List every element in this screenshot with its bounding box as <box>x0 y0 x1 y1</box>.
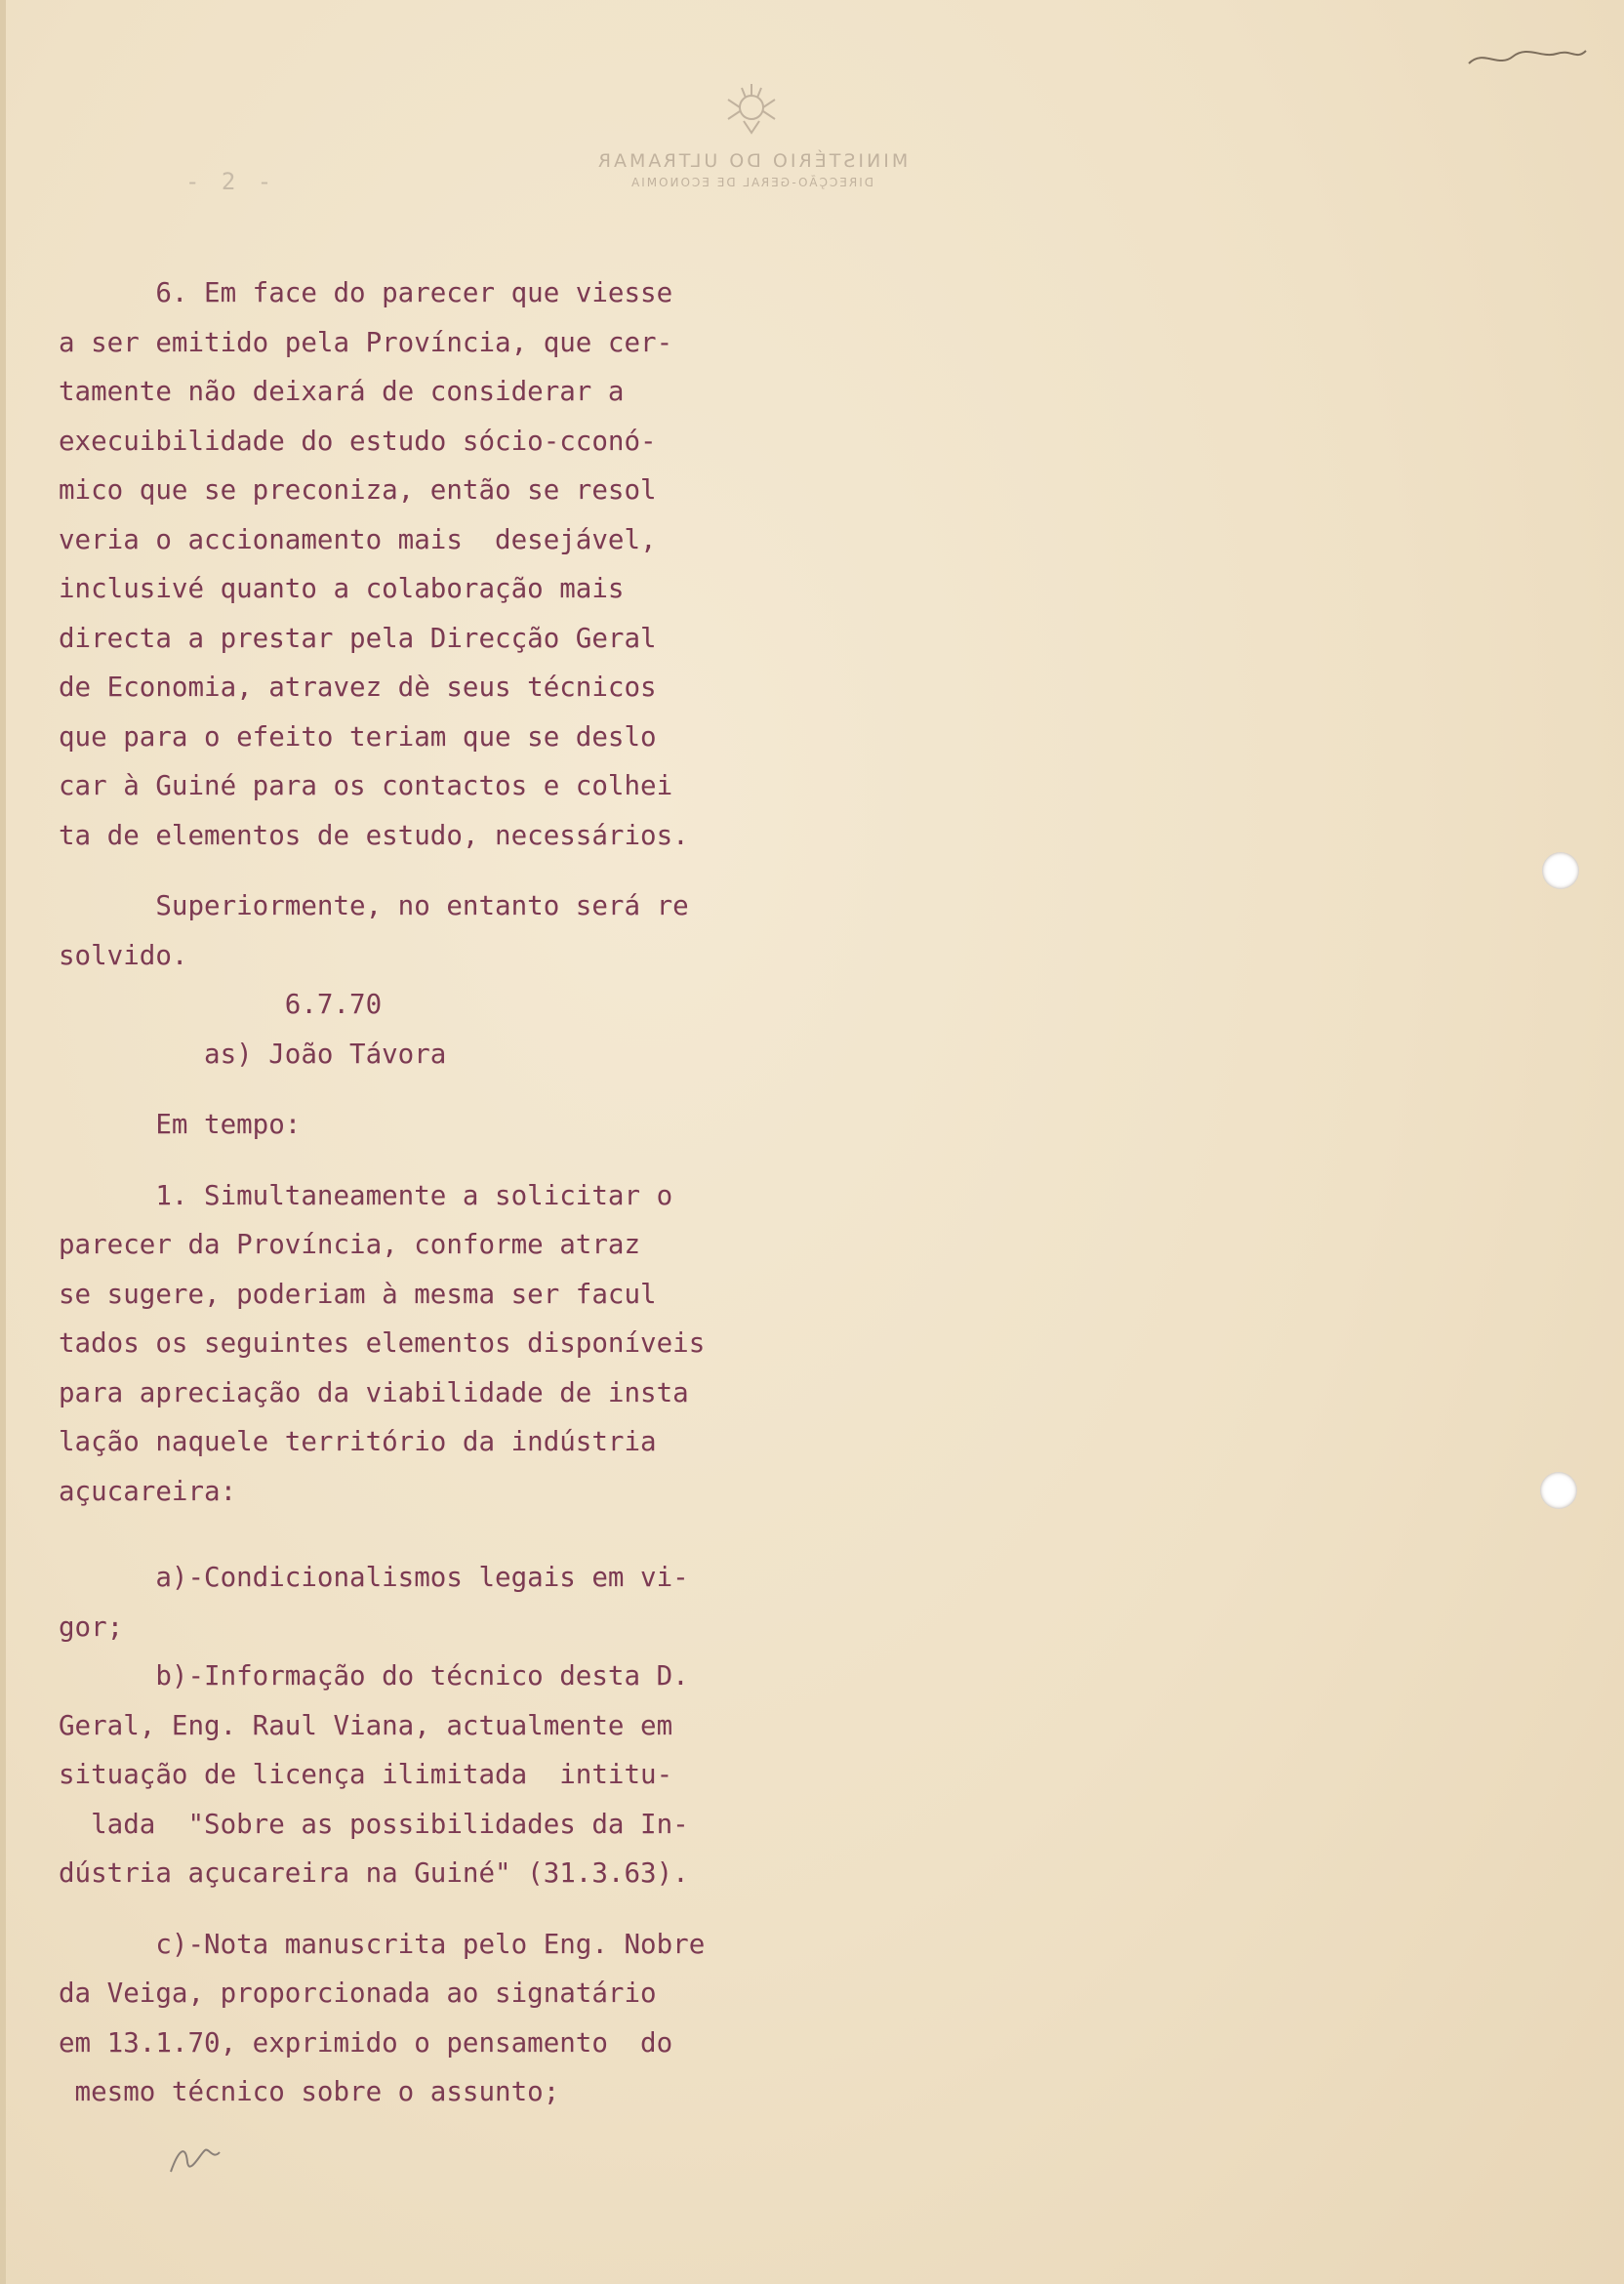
text-line: para apreciação da viabilidade de insta <box>59 1376 689 1408</box>
text-line: directa a prestar pela Direcção Geral <box>59 622 657 654</box>
text-line: parecer da Província, conforme atraz <box>59 1229 641 1260</box>
text-line: Geral, Eng. Raul Viana, actualmente em <box>59 1709 673 1741</box>
text-line: 6. Em face do parecer que viesse <box>59 277 673 308</box>
text-line: veria o accionamento mais desejável, <box>59 523 657 555</box>
text-line: gor; <box>59 1611 124 1643</box>
letterhead <box>547 78 956 189</box>
text-line: car à Guiné para os contactos e colhei <box>59 770 673 801</box>
text-line: inclusivé quanto a colaboração mais <box>59 573 625 604</box>
text-line: lação naquele território da indústria <box>59 1426 657 1457</box>
text-line: 1. Simultaneamente a solicitar o <box>59 1179 673 1211</box>
signature-line: as) João Távora <box>59 1038 447 1070</box>
text-line: se sugere, poderiam à mesma ser facul <box>59 1278 657 1310</box>
text-line: Superiormente, no entanto será re <box>59 890 689 921</box>
text-line: que para o efeito teriam que se deslo <box>59 720 657 753</box>
text-line: tamente não deixará de considerar a <box>59 376 625 407</box>
directorate-name: DIRECÇÃO-GERAL DE ECONOMIA <box>629 176 874 189</box>
handwritten-mark-icon <box>1464 39 1591 78</box>
text-line: c)-Nota manuscrita pelo Eng. Nobre <box>59 1928 706 1960</box>
text-line: dústria açucareira na Guiné" (31.3.63). <box>59 1857 689 1889</box>
text-line: mico que se preconiza, então se resol <box>59 474 657 506</box>
page-number: - 2 - <box>185 168 276 195</box>
text-line: ta de elementos de estudo, necessários. <box>59 819 689 851</box>
text-line: em 13.1.70, exprimido o pensamento do <box>59 2026 673 2059</box>
handwritten-initial-icon <box>166 2133 224 2182</box>
text-line: situação de licença ilimitada intitu- <box>59 1759 673 1790</box>
text-line: b)-Informação do técnico desta D. <box>59 1660 689 1692</box>
text-line: a)-Condicionalismos legais em vi- <box>59 1562 689 1593</box>
text-line: execuibilidade do estudo sócio-cconó- <box>59 425 657 457</box>
coat-of-arms-icon <box>720 78 783 141</box>
page-edge <box>0 0 6 2284</box>
ministry-name: MINISTÉRIO DO ULTRAMAR <box>594 150 909 172</box>
section-heading: Em tempo: <box>59 1109 302 1140</box>
typed-body <box>59 268 800 2117</box>
text-line: a ser emitido pela Província, que cer- <box>59 326 673 358</box>
text-line: lada "Sobre as possibilidades da In- <box>59 1808 689 1840</box>
punch-hole <box>1540 1472 1577 1509</box>
text-line: da Veiga, proporcionada ao signatário <box>59 1978 657 2009</box>
bleed-through-text <box>742 473 1383 503</box>
text-line: mesmo técnico sobre o assunto; <box>59 2076 560 2107</box>
text-line: solvido. <box>59 939 188 971</box>
punch-hole <box>1542 852 1579 889</box>
text-line: tados os seguintes elementos disponíveis <box>59 1327 706 1359</box>
text-line: açucareira: <box>59 1475 237 1507</box>
text-line: de Economia, atravez dè seus técnicos <box>59 672 657 703</box>
date-line: 6.7.70 <box>59 989 383 1020</box>
